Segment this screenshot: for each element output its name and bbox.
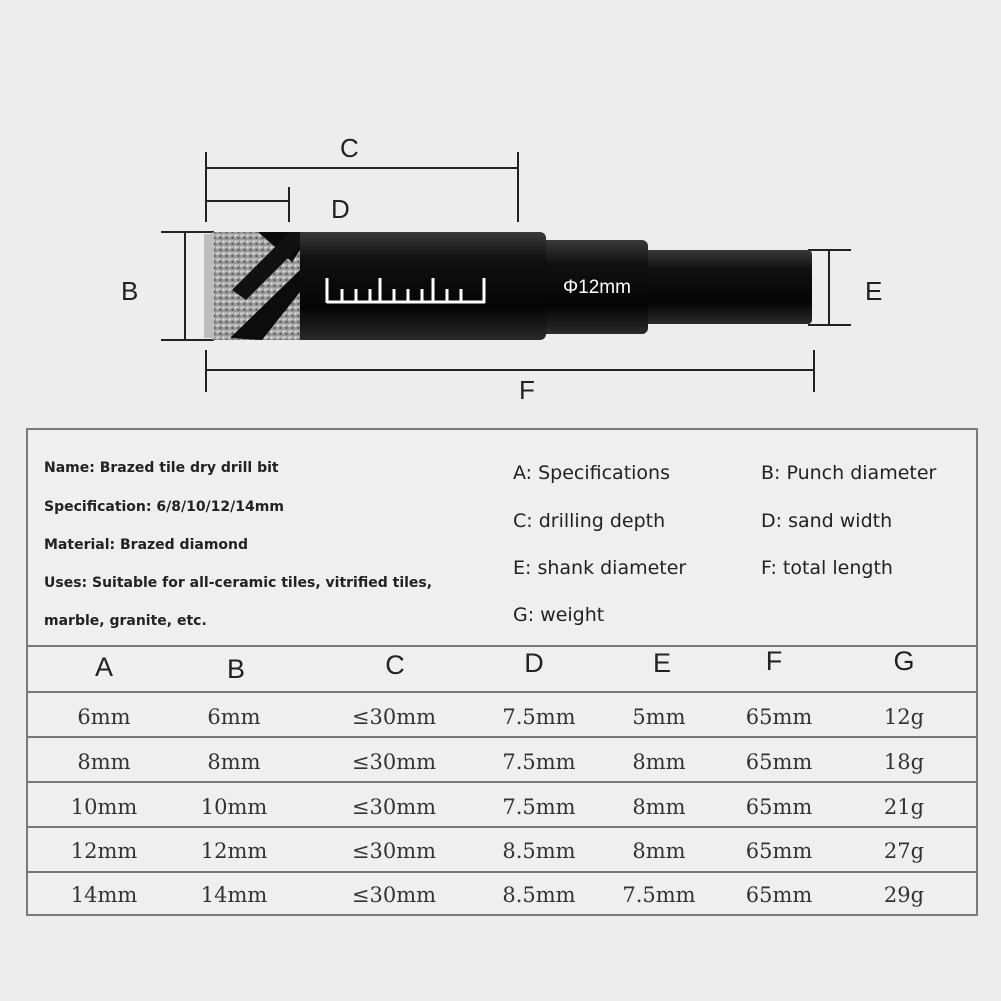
label-b: B — [121, 276, 139, 306]
table-cell: 65mm — [745, 705, 813, 729]
table-cell: 8.5mm — [502, 883, 576, 907]
legend-d: D: sand width — [761, 510, 893, 532]
table-cell: 7.5mm — [622, 883, 696, 907]
table-cell: 12g — [883, 705, 925, 729]
table-divider — [28, 781, 976, 783]
table-cell: 8mm — [632, 839, 686, 863]
product-name: Name: Brazed tile dry drill bit — [44, 460, 279, 476]
table-cell: 18g — [883, 750, 925, 774]
table-cell: 21g — [883, 795, 925, 819]
table-cell: ≤30mm — [351, 705, 437, 729]
table-cell: ≤30mm — [351, 839, 437, 863]
table-cell: 8.5mm — [502, 839, 576, 863]
legend-b: B: Punch diameter — [761, 462, 937, 484]
label-d: D — [331, 194, 350, 224]
table-cell: 27g — [883, 839, 925, 863]
table-cell: 6mm — [77, 705, 131, 729]
legend-g: G: weight — [513, 604, 605, 626]
table-header: B — [226, 654, 245, 684]
legend-c: C: drilling depth — [513, 510, 666, 532]
table-header: F — [765, 646, 783, 676]
table-divider — [28, 871, 976, 873]
table-cell: ≤30mm — [351, 883, 437, 907]
dimension-d — [206, 187, 289, 222]
table-cell: 65mm — [745, 750, 813, 774]
label-f: F — [519, 375, 535, 405]
table-cell: 14mm — [70, 883, 138, 907]
table-divider — [28, 691, 976, 693]
dimension-f — [206, 350, 814, 392]
table-cell: 12mm — [200, 839, 268, 863]
product-uses: Uses: Suitable for all-ceramic tiles, vitrified tiles, — [44, 575, 433, 591]
table-cell: 7.5mm — [502, 795, 576, 819]
table-cell: 6mm — [207, 705, 261, 729]
table-cell: 7.5mm — [502, 750, 576, 774]
table-header: A — [94, 652, 113, 682]
table-cell: 8mm — [77, 750, 131, 774]
table-cell: 10mm — [70, 795, 138, 819]
dimension-e — [808, 250, 851, 325]
legend-f: F: total length — [761, 557, 893, 579]
table-header: E — [652, 648, 671, 678]
table-cell: 8mm — [632, 750, 686, 774]
table-cell: 8mm — [207, 750, 261, 774]
label-c: C — [340, 133, 359, 163]
dimension-c — [206, 152, 518, 222]
table-cell: 65mm — [745, 795, 813, 819]
legend-a: A: Specifications — [513, 462, 670, 484]
legend-e: E: shank diameter — [513, 557, 687, 579]
table-header: G — [893, 646, 915, 676]
product-specification: Specification: 6/8/10/12/14mm — [44, 499, 284, 515]
bit-marking: Φ12mm — [563, 277, 631, 298]
table-divider — [28, 736, 976, 738]
drill-bit — [204, 232, 812, 340]
drill-bit-diagram — [0, 0, 1001, 420]
table-cell: 65mm — [745, 883, 813, 907]
table-cell: 29g — [883, 883, 925, 907]
table-cell: 12mm — [70, 839, 138, 863]
table-cell: 5mm — [632, 705, 686, 729]
table-cell: 65mm — [745, 839, 813, 863]
table-cell: 7.5mm — [502, 705, 576, 729]
table-divider — [28, 826, 976, 828]
table-cell: ≤30mm — [351, 795, 437, 819]
table-cell: 8mm — [632, 795, 686, 819]
table-cell: ≤30mm — [351, 750, 437, 774]
table-divider — [28, 645, 976, 647]
table-header: D — [524, 648, 544, 678]
table-header: C — [385, 650, 405, 680]
table-cell: 14mm — [200, 883, 268, 907]
spec-panel — [26, 428, 978, 916]
product-material: Material: Brazed diamond — [44, 537, 249, 553]
product-uses-continued: marble, granite, etc. — [44, 613, 207, 629]
table-cell: 10mm — [200, 795, 268, 819]
label-e: E — [865, 276, 883, 306]
